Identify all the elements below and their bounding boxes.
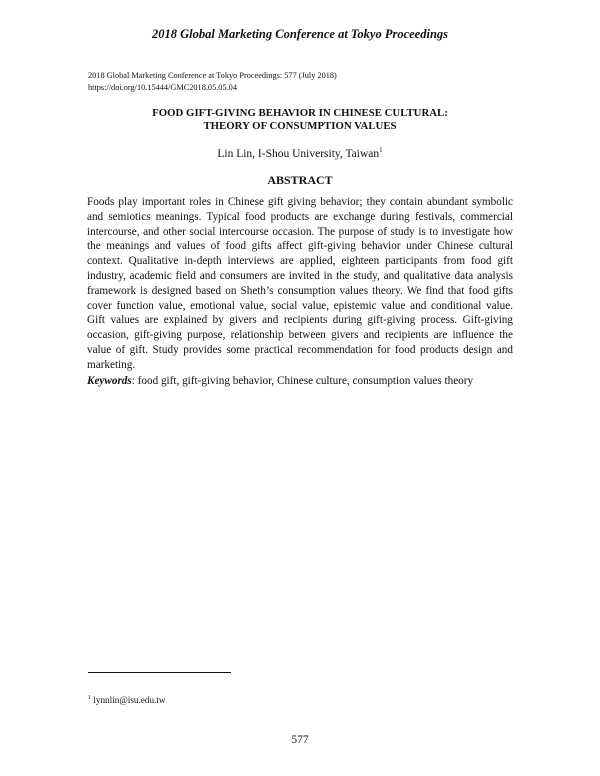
footnote-divider xyxy=(88,672,231,673)
paper-title-line2: THEORY OF CONSUMPTION VALUES xyxy=(203,120,397,132)
keywords-label: Keywords xyxy=(87,375,132,387)
citation-block xyxy=(88,70,518,94)
footnote xyxy=(88,695,166,705)
abstract-heading: ABSTRACT xyxy=(267,173,333,187)
footnote-email: lynnlin@isu.edu.tw xyxy=(91,695,166,706)
abstract-body: Foods play important roles in Chinese gift giving behavior; they contain abundant symbolic and semiotics meanings. Typical food products are exchange during festivals, commercial intercourse, and other social intercourse occasion. The purpose of study is to investigate how the meanings and values of food gifts affect gift-giving behavior under Chinese cultural context. Qualitative in-depth interviews are applied, eighteen participants from food gift industry, academic field and consumers are invited in the study, and qualitative data analysis framework is designed based on Sheth’s consumption values theory. We find that food gifts cover function value, emotional value, social value, epistemic value and conditional value. Gift values are explained by givers and recipients during gift-giving process. Gift-giving occasion, gift-giving purpose, relationship between givers and recipients are influence the value of gift. Study provides some practical recommendation for food products design and marketing. xyxy=(87,196,513,371)
keywords xyxy=(87,374,513,389)
doi-link[interactable]: https://doi.org/10.15444/GMC2018.05.05.04 xyxy=(88,83,237,92)
page-number: 577 xyxy=(291,734,309,746)
paper-title-line1: FOOD GIFT-GIVING BEHAVIOR IN CHINESE CULTURAL: xyxy=(152,107,448,119)
keywords-text: : food gift, gift-giving behavior, Chinese culture, consumption values theory xyxy=(131,375,474,387)
author-name: Lin Lin, I-Shou University, Taiwan xyxy=(217,147,380,160)
paper-title xyxy=(60,107,540,133)
author-line xyxy=(0,146,600,160)
citation-line: 2018 Global Marketing Conference at Tokyo Proceedings: 577 (July 2018) xyxy=(88,71,337,80)
author-footnote-mark: 1 xyxy=(379,146,383,154)
running-header: 2018 Global Marketing Conference at Tokyo Proceedings xyxy=(151,27,449,41)
footnote-mark: 1 xyxy=(88,695,91,701)
